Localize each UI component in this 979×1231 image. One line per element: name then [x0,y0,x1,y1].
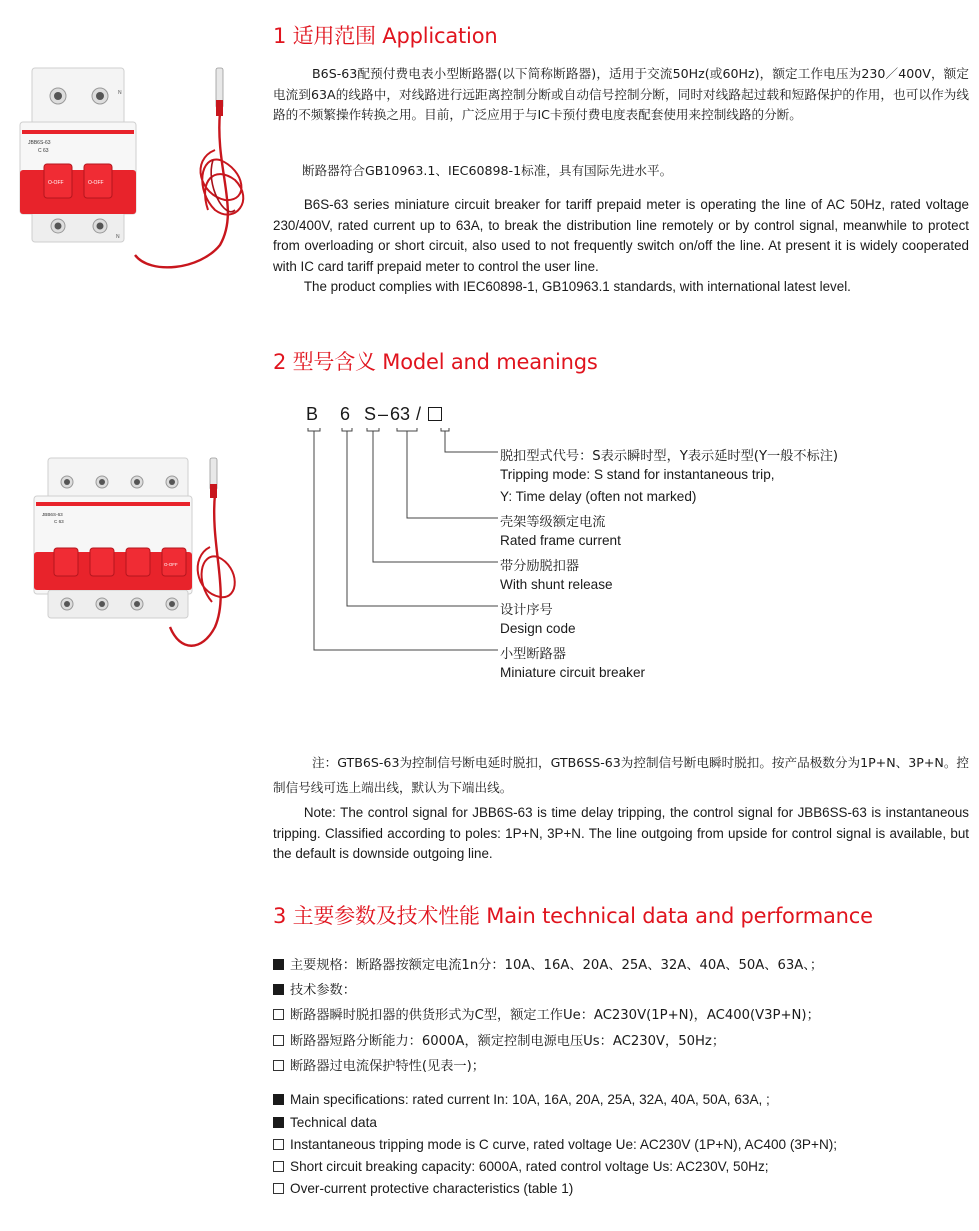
model-code-b: B [306,404,319,424]
spec-en-instantaneous: Instantaneous tripping mode is C curve, rated voltage Ue: AC230V (1P+N), AC400 (3P+N); [273,1137,837,1152]
empty-square-icon [273,1139,284,1150]
breaker2-rating: C 63 [54,519,64,524]
spec-en-breaking: Short circuit breaking capacity: 6000A, rated control voltage Us: AC230V, 50Hz; [273,1159,769,1174]
empty-square-icon [273,1035,284,1046]
filled-square-icon [273,1094,284,1105]
model-label-frame-en: Rated frame current [500,533,621,548]
section1-title: 1 适用范围 Application [273,24,498,48]
spec-en-overcurrent: Over-current protective characteristics (table 1) [273,1181,573,1196]
empty-square-icon [273,1009,284,1020]
spec-cn-breaking: 断路器短路分断能力：6000A，额定控制电源电压Us：AC230V，50Hz； [273,1030,725,1049]
breaker-4pole-image [30,452,250,664]
model-code-slash: / [416,404,422,424]
breaker2-brand: JBB6S-63 [42,512,63,517]
breaker1-n-top: N [118,90,122,96]
model-label-shunt-en: With shunt release [500,577,613,592]
breaker1-off-label-left: O-OFF [48,180,64,186]
breaker1-rating: C 63 [38,148,49,154]
section2-title: 2 型号含义 Model and meanings [273,350,598,374]
spec-cn-overcurrent: 断路器过电流保护特性(见表一)； [273,1055,485,1074]
breaker1-n-bottom: N [116,234,120,240]
model-label-shunt-cn: 带分励脱扣器 [500,559,580,574]
model-label-design-en: Design code [500,621,576,636]
filled-square-icon [273,984,284,995]
model-code-box-icon [428,407,442,421]
breaker1-off-label-right: O-OFF [88,180,104,186]
spec-en-main: Main specifications: rated current In: 10A, 16A, 20A, 25A, 32A, 40A, 50A, 63A, ; [273,1092,770,1107]
model-bracket-lines [300,424,500,656]
empty-square-icon [273,1183,284,1194]
filled-square-icon [273,959,284,970]
section1-cn-paragraph-1: B6S-63配预付费电表小型断路器(以下简称断路器)，适用于交流50Hz(或60Hz)，额定工作电压为230／400V，额定电流到63A的线路中，对线路进行远距离控制分断或自动信号控制分断，同时对线路起过载和短路保护的作用，也可以作为线路的不频繁操作转换之用。目前，广泛应用于与IC卡预付费电度表配套使用来控制线路的分断。 [273,66,969,122]
model-label-frame-cn: 壳架等级额定电流 [500,515,606,530]
model-label-design-cn: 设计序号 [500,603,553,618]
note-cn: 注：GTB6S-63为控制信号断电延时脱扣，GTB6SS-63为控制信号断电瞬时脱扣。按产品极数分为1P+N、3P+N。控制信号线可选上端出线，默认为下端出线。 [273,755,970,795]
section3-title: 3 主要参数及技术性能 Main technical data and performance [273,904,873,928]
model-label-tripping-en-2: Y: Time delay (often not marked) [500,489,697,504]
spec-cn-main: 主要规格：断路器按额定电流1n分：10A、16A、20A、25A、32A、40A、50A、63A、； [273,954,823,973]
model-code-dash: – [378,404,389,424]
empty-square-icon [273,1060,284,1071]
filled-square-icon [273,1117,284,1128]
model-label-mcb-cn: 小型断路器 [500,647,566,662]
spec-en-technical: Technical data [273,1115,377,1130]
breaker1-brand: JBB6S-63 [28,140,51,146]
model-code [306,404,442,425]
breaker-2pole-image [10,60,250,280]
spec-cn-instantaneous: 断路器瞬时脱扣器的供货形式为C型，额定工作Ue：AC230V(1P+N)，AC400(V3P+N)； [273,1004,820,1023]
model-code-s: S [364,404,377,424]
empty-square-icon [273,1161,284,1172]
model-label-tripping-cn: 脱扣型式代号：S表示瞬时型，Y表示延时型(Y一般不标注) [500,449,839,464]
breaker2-off-label: O-OFF [164,562,178,567]
section1-cn-paragraph-2: 断路器符合GB10963.1、IEC60898-1标准，具有国际先进水平。 [301,163,673,178]
spec-cn-technical: 技术参数： [273,979,356,998]
model-label-mcb-en: Miniature circuit breaker [500,665,646,680]
model-label-tripping-en-1: Tripping mode: S stand for instantaneous trip, [500,467,775,482]
section1-en-paragraph-1: B6S-63 series miniature circuit breaker for tariff prepaid meter is operating the line of AC 50Hz, rated voltage 230/400V, rated current up to 63A, to break the distribution line remotely or by control signal, meanwhile to protect from overloading or short circuit, also used to not frequently switch on/off the line. At present it is widely cooperated with IC card tariff prepaid meter to control the user line. [273,197,969,274]
note-en: Note: The control signal for JBB6S-63 is time delay tripping, the control signal for JBB6SS-63 is instantaneous tripping. Classified according to poles: 1P+N, 3P+N. The line outgoing from upside for control signal is available, but the default is downside outgoing line. [273,805,969,861]
section1-en-paragraph-2: The product complies with IEC60898-1, GB10963.1 standards, with international latest level. [303,279,851,294]
model-code-63: 63 [390,404,411,424]
model-code-6: 6 [340,404,351,424]
